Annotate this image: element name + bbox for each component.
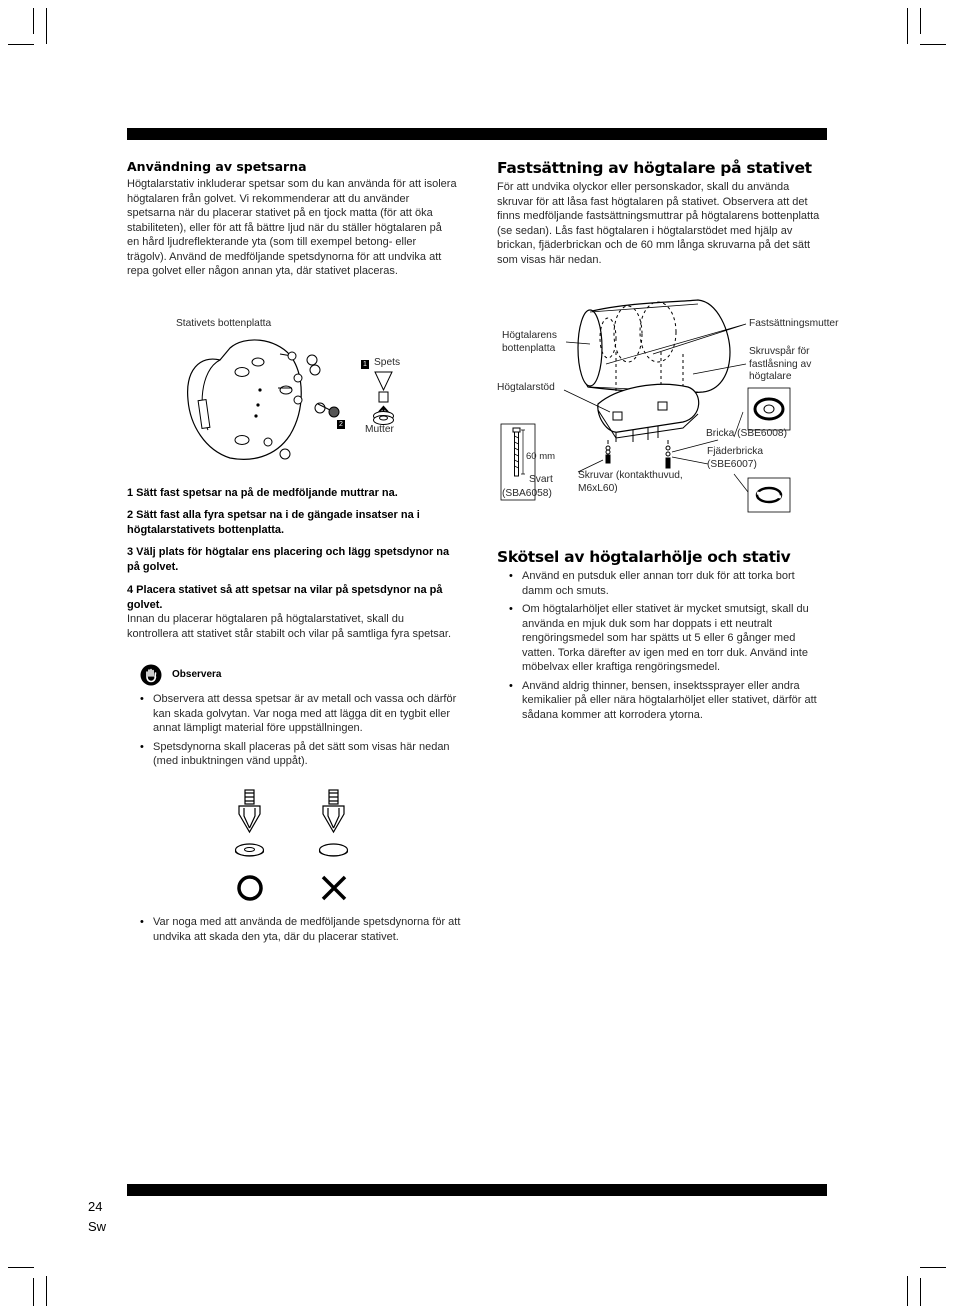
after-steps-text: Innan du placerar högtalaren på högtalarstativet, skall du kontrollera att stativet står stabilt och vilar på samtliga fyra spetsar. xyxy=(127,613,452,640)
care-bullet: • Om högtalarhöljet eller stativet är mycket smutsigt, skall du använda en mjuk duk som har doppats i ett neutralt rengöringsmedel som har spätts ut 5 eller 6 gånger med vatten. Torka därefter av igen med en torr duk. Använd inte möbelvax eller kraftiga rengöringsmedel. xyxy=(498,602,828,675)
crop-mark xyxy=(33,1278,34,1306)
label-part-number: (SBA6058) xyxy=(502,488,552,499)
figure-spike-pad-orientation xyxy=(225,788,365,906)
section-heading-care: Skötsel av högtalarhölje och stativ xyxy=(497,548,791,566)
step-3: 3 Välj plats för högtalar ens placering och lägg spetsdynor na på golvet. xyxy=(127,546,450,573)
section-heading-spikes: Användning av spetsarna xyxy=(127,159,307,174)
last-bullet-list xyxy=(129,915,461,948)
crop-mark xyxy=(907,8,908,44)
spike-incorrect xyxy=(323,790,344,832)
footer-bar xyxy=(127,1184,827,1196)
label-nut: Mutter xyxy=(365,424,394,435)
note-title: Observera xyxy=(172,669,222,680)
crop-mark xyxy=(8,44,34,45)
crop-mark xyxy=(46,8,47,44)
threaded-insert xyxy=(280,386,292,394)
crop-mark xyxy=(920,44,946,45)
spring-washer-icon xyxy=(734,474,790,512)
label-mount-nut: Fastsättningsmutter xyxy=(749,318,839,329)
language-code: Sw xyxy=(88,1219,107,1234)
crop-mark xyxy=(920,1267,946,1268)
speaker-support xyxy=(598,384,699,432)
badge-2: 2 xyxy=(337,420,345,429)
care-bullet: • Använd aldrig thinner, bensen, insektssprayer eller andra kemikalier på eller nära högtalarhöljet eller stativet, därför att sådana kommer att korrodera ytorna. xyxy=(498,679,828,723)
label-black: Svart xyxy=(529,474,553,485)
mounting-text: För att undvika olyckor eller personskador, skall du använda skruvar för att låsa fast högtalaren på stativet. Observera att det finns medföljande fastsättningsmuttrar på högtalarens bottenplatta (se sedan). Lås fast högtalaren i högtalarstödet med hjälp av brickan, fjäderbrickan och de 60 mm långa skruvarna på det sätt som visas här nedan. xyxy=(497,181,820,266)
badge-1: 1 xyxy=(361,360,369,369)
screw-icon xyxy=(606,440,670,468)
crop-mark xyxy=(907,1276,908,1306)
threaded-insert xyxy=(235,368,249,377)
threaded-insert xyxy=(252,358,264,366)
note-list xyxy=(129,692,459,773)
incorrect-mark-icon xyxy=(323,877,345,899)
section-heading-mounting: Fastsättning av högtalare på stativet xyxy=(497,159,812,177)
label-speaker-base: Högtalarens bottenplatta xyxy=(502,330,557,354)
correct-mark-icon xyxy=(239,877,261,899)
header-bar xyxy=(127,128,827,140)
note-bullet: • Spetsdynorna skall placeras på det sätt som visas här nedan (med inbuktningen vänd uppåt). xyxy=(129,740,459,769)
crop-mark xyxy=(8,1267,34,1268)
spike-correct xyxy=(239,790,260,832)
step-4: 4 Placera stativet så att spetsar na vilar på spetsdynor na på golvet. xyxy=(127,584,443,611)
label-support: Högtalarstöd xyxy=(497,382,555,393)
note-bullet: • Observera att dessa spetsar är av metall och vassa och därför kan skada golvytan. Var noga med att lägga dit en tygbit eller annat lämpligt material före uppställningen. xyxy=(129,692,459,736)
threaded-insert xyxy=(235,436,249,445)
page-number: 24 xyxy=(88,1199,103,1214)
label-stand-base: Stativets bottenplatta xyxy=(176,318,272,329)
label-length: 60 mm xyxy=(526,451,556,462)
step-2: 2 Sätt fast alla fyra spetsar na i de gängade insatser na i högtalarstativets bottenplatta. xyxy=(127,509,420,536)
care-bullet: • Använd en putsduk eller annan torr duk för att torka bort damm och smuts. xyxy=(498,569,828,598)
label-washer: Bricka (SBE6008) xyxy=(706,428,787,439)
spikes-intro: Högtalarstativ inkluderar spetsar som du kan använda för att isolera högtalaren från golvet. Vi rekommenderar att du använder spetsarna när du placerar stativet på en tjock matta (för att öka stabiliteten), eller för att få bättre ljud när du ställer högtalaren på en hård ljudreflekterande yta (som till exempel betong- eller trägolv). Använd de medföljande spetsdynorna för att undvika att repa golvet eller någon annan yta, där stativet placeras. xyxy=(127,178,457,277)
caution-hand-icon xyxy=(140,664,162,686)
label-screws: Skruvar (kontakthuvud, M6xL60) xyxy=(578,470,683,494)
label-spike: Spets xyxy=(374,357,401,368)
label-screw-groove: Skruvspår för fastlåsning av högtalare xyxy=(749,346,812,382)
crop-mark xyxy=(920,8,921,34)
step-1: 1 Sätt fast spetsar na på de medföljande muttrar na. xyxy=(127,487,398,499)
care-list xyxy=(498,569,828,726)
label-spring-washer: Fjäderbricka (SBE6007) xyxy=(707,446,764,470)
spike-icon xyxy=(375,372,392,390)
crop-mark xyxy=(33,8,34,34)
crop-mark xyxy=(46,1276,47,1306)
figure-stand-base-spikes xyxy=(180,330,440,470)
crop-mark xyxy=(920,1278,921,1306)
note-bullet: • Var noga med att använda de medföljande spetsdynorna för att undvika att skada den yta, där du placerar stativet. xyxy=(129,915,461,944)
